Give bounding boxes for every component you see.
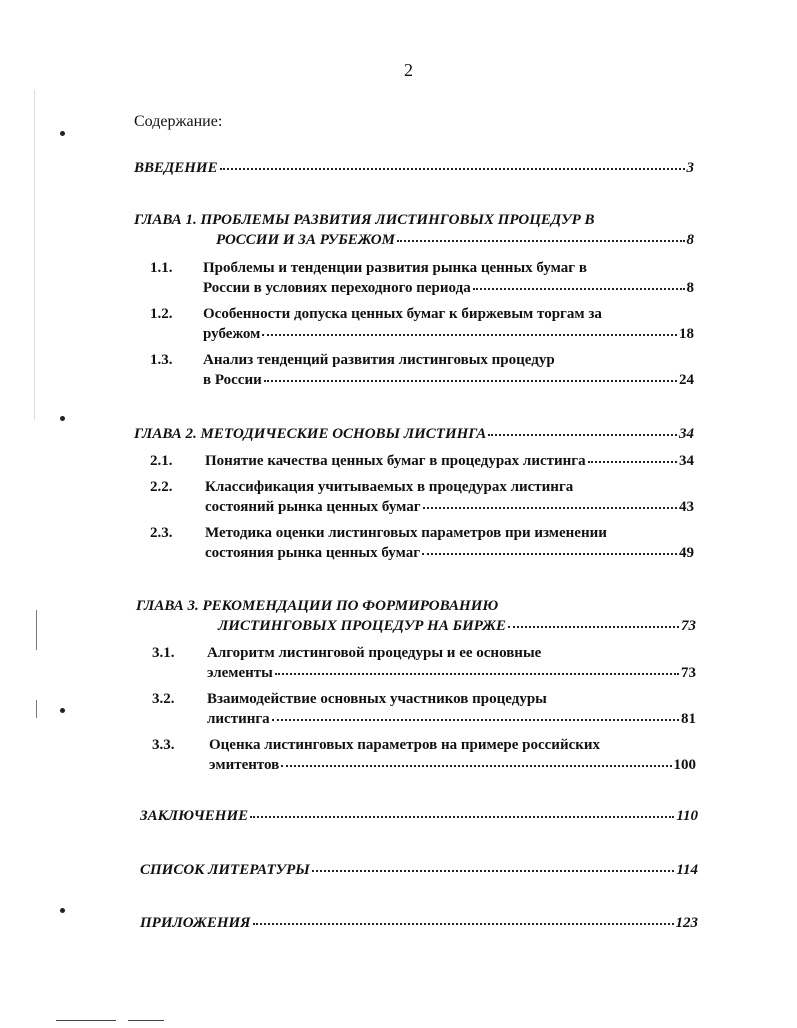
entry-page: 18 xyxy=(679,326,694,342)
entry-title: ЗАКЛЮЧЕНИЕ xyxy=(140,808,249,824)
scan-edge-line xyxy=(34,90,35,420)
dot-leader xyxy=(272,718,679,721)
toc-entry-2-1[interactable] xyxy=(150,451,694,471)
entry-page: 73 xyxy=(681,618,696,634)
entry-page: 43 xyxy=(679,499,694,515)
dot-leader xyxy=(253,922,674,925)
scan-edge-tick xyxy=(36,610,37,650)
entry-title-line1: Методика оценки листинговых параметров при изменении xyxy=(205,525,607,541)
entry-page: 8 xyxy=(686,280,694,296)
entry-title-line2: РОССИИ И ЗА РУБЕЖОМ xyxy=(216,232,395,248)
entry-number: 2.3. xyxy=(150,525,173,541)
entry-title: СПИСОК ЛИТЕРАТУРЫ xyxy=(140,862,310,878)
entry-number: 1.2. xyxy=(150,306,173,322)
entry-page: 110 xyxy=(676,808,698,824)
scan-bottom-rule xyxy=(56,1020,116,1021)
entry-page: 73 xyxy=(681,665,696,681)
dot-leader xyxy=(312,869,675,872)
toc-entry-chapter-3[interactable] xyxy=(136,596,696,636)
entry-number: 1.1. xyxy=(150,260,173,276)
entry-title-line1: Взаимодействие основных участников процедуры xyxy=(207,691,547,707)
toc-entry-3-3[interactable] xyxy=(152,735,696,775)
dot-leader xyxy=(423,506,677,509)
entry-title-line2: элементы xyxy=(207,665,273,681)
entry-title-line1: Особенности допуска ценных бумаг к биржевым торгам за xyxy=(203,306,602,322)
toc-entry-conclusion[interactable] xyxy=(140,806,698,826)
entry-number: 1.3. xyxy=(150,352,173,368)
entry-page: 24 xyxy=(679,372,694,388)
page-number: 2 xyxy=(404,60,413,80)
dot-leader xyxy=(473,287,685,290)
dot-leader xyxy=(422,552,677,555)
entry-title: ВВЕДЕНИЕ xyxy=(134,160,218,176)
dot-leader xyxy=(275,672,679,675)
scan-edge-tick xyxy=(36,700,37,718)
entry-title-line2: России в условиях переходного периода xyxy=(203,280,471,296)
dot-leader xyxy=(508,625,679,628)
entry-page: 49 xyxy=(679,545,694,561)
binder-hole-mark xyxy=(60,708,65,713)
entry-title-line1: Классификация учитываемых в процедурах листинга xyxy=(205,479,574,495)
dot-leader xyxy=(250,815,674,818)
entry-title-line2: рубежом xyxy=(203,326,261,342)
entry-number: 2.1. xyxy=(150,453,173,469)
dot-leader xyxy=(262,333,677,336)
binder-hole-mark xyxy=(60,416,65,421)
dot-leader xyxy=(220,167,685,170)
entry-page: 3 xyxy=(686,160,694,176)
dot-leader xyxy=(264,379,677,382)
dot-leader xyxy=(281,764,671,767)
entry-title-line2: эмитентов xyxy=(209,757,280,773)
entry-title-line1: Проблемы и тенденции развития рынка ценных бумаг в xyxy=(203,260,587,276)
toc-entry-1-3[interactable] xyxy=(150,350,694,390)
entry-page: 8 xyxy=(686,232,694,248)
entry-title-line2: листинга xyxy=(207,711,270,727)
entry-page: 100 xyxy=(673,757,696,773)
entry-title-line1: Оценка листинговых параметров на примере российских xyxy=(209,737,601,753)
toc-entry-3-1[interactable] xyxy=(152,643,696,683)
toc-title: Содержание: xyxy=(134,113,223,130)
toc-entry-3-2[interactable] xyxy=(152,689,696,729)
toc-entry-2-3[interactable] xyxy=(150,523,694,563)
entry-title-line1: Анализ тенденций развития листинговых процедур xyxy=(203,352,555,368)
entry-number: 3.3. xyxy=(152,737,175,753)
toc-entry-chapter-2[interactable] xyxy=(134,424,694,444)
dot-leader xyxy=(397,239,685,242)
toc-entry-bibliography[interactable] xyxy=(140,860,698,880)
entry-number: 2.2. xyxy=(150,479,173,495)
toc-entry-appendices[interactable] xyxy=(140,913,698,933)
entry-title: Понятие качества ценных бумаг в процедурах листинга xyxy=(205,453,586,469)
entry-title-line2: состояний рынка ценных бумаг xyxy=(205,499,421,515)
entry-title-line2: состояния рынка ценных бумаг xyxy=(205,545,421,561)
entry-title-line2: в России xyxy=(203,372,262,388)
entry-title: ГЛАВА 2. МЕТОДИЧЕСКИЕ ОСНОВЫ ЛИСТИНГА xyxy=(134,426,487,442)
entry-page: 114 xyxy=(676,862,698,878)
entry-page: 34 xyxy=(679,426,694,442)
entry-title-line2: ЛИСТИНГОВЫХ ПРОЦЕДУР НА БИРЖЕ xyxy=(218,618,506,634)
toc-entry-1-1[interactable] xyxy=(150,258,694,298)
entry-title: ПРИЛОЖЕНИЯ xyxy=(140,915,251,931)
entry-title-line1: ГЛАВА 3. РЕКОМЕНДАЦИИ ПО ФОРМИРОВАНИЮ xyxy=(136,598,499,614)
entry-page: 81 xyxy=(681,711,696,727)
toc-entry-intro[interactable] xyxy=(134,158,694,178)
entry-number: 3.1. xyxy=(152,645,175,661)
entry-page: 123 xyxy=(675,915,698,931)
scan-bottom-rule xyxy=(128,1020,164,1021)
toc-entry-chapter-1[interactable] xyxy=(134,210,694,250)
entry-page: 34 xyxy=(679,453,694,469)
entry-title-line1: ГЛАВА 1. ПРОБЛЕМЫ РАЗВИТИЯ ЛИСТИНГОВЫХ ПРОЦЕДУР В xyxy=(134,212,595,228)
dot-leader xyxy=(588,460,677,463)
dot-leader xyxy=(488,433,677,436)
entry-number: 3.2. xyxy=(152,691,175,707)
binder-hole-mark xyxy=(60,131,65,136)
binder-hole-mark xyxy=(60,908,65,913)
entry-title-line1: Алгоритм листинговой процедуры и ее основные xyxy=(207,645,542,661)
toc-entry-2-2[interactable] xyxy=(150,477,694,517)
toc-entry-1-2[interactable] xyxy=(150,304,694,344)
